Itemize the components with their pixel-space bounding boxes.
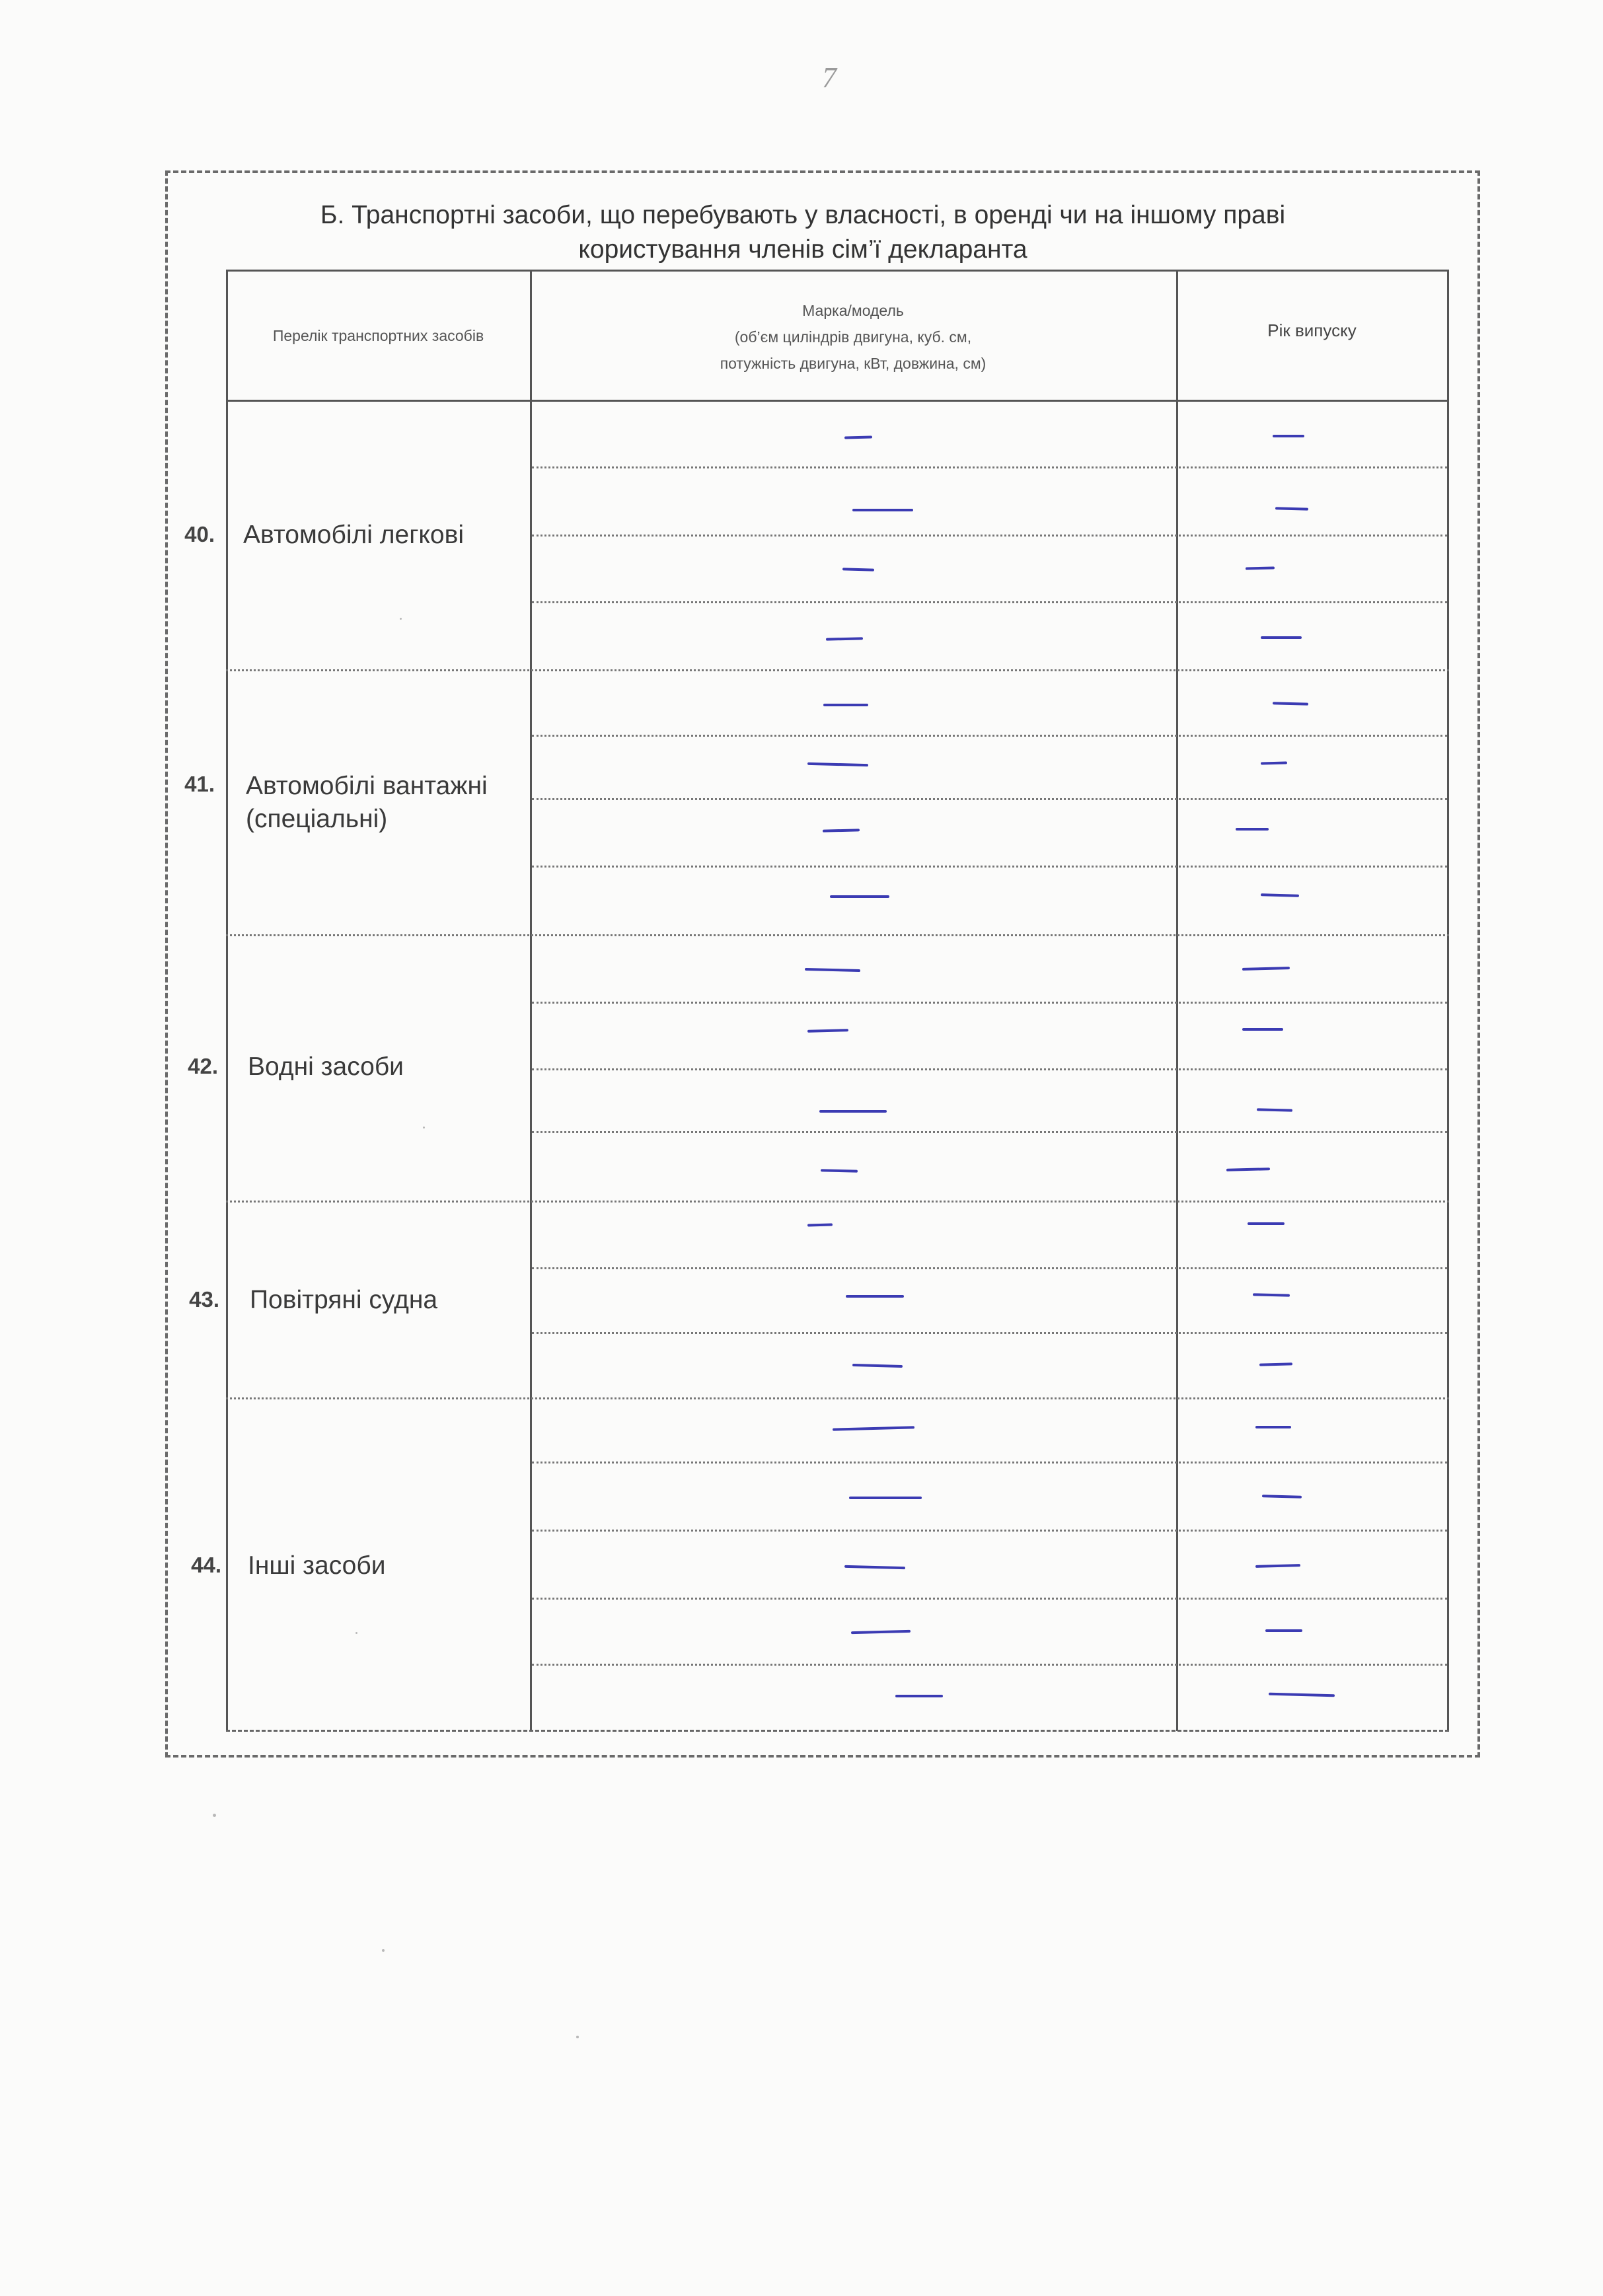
row-separator	[532, 1598, 1447, 1600]
category-44-label-line-1: Інші засоби	[248, 1551, 386, 1580]
model-blank-dash	[830, 895, 889, 898]
section-title	[225, 198, 1381, 267]
header-list-cell	[228, 271, 529, 400]
scan-speck	[576, 2036, 579, 2038]
category-43-label-line-1: Повітряні судна	[250, 1286, 438, 1314]
row-separator	[532, 798, 1447, 800]
header-year-label: Рік випуску	[1267, 320, 1357, 340]
row-separator	[532, 535, 1447, 537]
category-43-number: 43.	[189, 1287, 219, 1312]
scan-speck	[400, 618, 402, 620]
section-title-line-2: користування членів сім’ї декларанта	[578, 235, 1027, 264]
category-40-label-line-1: Автомобілі легкові	[243, 521, 464, 549]
section-title-line-1: Б. Транспортні засоби, що перебувають у власності, в оренді чи на іншому праві	[320, 201, 1286, 229]
model-blank-dash	[895, 1695, 943, 1697]
row-separator	[532, 1462, 1447, 1463]
row-separator	[532, 1131, 1447, 1133]
category-separator-42-43	[226, 1201, 1449, 1203]
category-separator-43-44	[226, 1397, 1449, 1399]
row-separator	[532, 866, 1447, 868]
page-number: 7	[822, 61, 837, 94]
category-40-number: 40.	[184, 522, 215, 546]
model-blank-dash	[852, 509, 913, 511]
header-model-line-2: (об’єм циліндрів двигуна, куб. см,	[734, 328, 972, 346]
category-41-label-line-2: (спеціальні)	[246, 805, 388, 833]
row-separator	[532, 601, 1447, 603]
category-40-label	[243, 519, 464, 552]
table-border-left	[226, 270, 228, 1731]
category-42-label	[248, 1051, 404, 1084]
model-blank-dash	[819, 1110, 887, 1113]
category-42-label-line-1: Водні засоби	[248, 1053, 404, 1081]
year-blank-dash	[1255, 1426, 1291, 1428]
table-divider-model-year	[1176, 270, 1178, 1731]
row-separator	[532, 1332, 1447, 1334]
scan-speck	[213, 1814, 216, 1817]
category-44-number: 44.	[191, 1553, 221, 1577]
table-border-right	[1447, 270, 1449, 1731]
model-blank-dash	[846, 1295, 904, 1298]
row-separator	[532, 1530, 1447, 1532]
year-blank-dash	[1248, 1222, 1285, 1225]
model-blank-dash	[849, 1497, 922, 1499]
category-42-number: 42.	[188, 1054, 218, 1078]
header-year-cell	[1178, 271, 1446, 390]
category-43-label	[250, 1284, 437, 1317]
table-border-bottom	[226, 1730, 1449, 1732]
header-model-line-3: потужність двигуна, кВт, довжина, см)	[720, 355, 987, 372]
scan-speck	[423, 1127, 425, 1129]
row-separator	[532, 466, 1447, 468]
header-model-line-1: Марка/модель	[802, 302, 904, 319]
year-blank-dash	[1261, 636, 1302, 639]
category-41-number: 41.	[184, 772, 215, 796]
table-header-bottom	[226, 400, 1449, 402]
row-separator	[532, 1664, 1447, 1666]
section-frame	[165, 170, 1480, 1758]
table-divider-list-model	[530, 270, 532, 1731]
year-blank-dash	[1273, 435, 1304, 437]
category-separator-41-42	[226, 934, 1449, 936]
category-41-label	[246, 770, 488, 836]
category-44-label	[248, 1549, 385, 1582]
row-separator	[532, 735, 1447, 737]
header-model-cell	[532, 278, 1174, 396]
year-blank-dash	[1236, 828, 1269, 831]
row-separator	[532, 1002, 1447, 1004]
scan-speck	[355, 1632, 357, 1634]
category-41-label-line-1: Автомобілі вантажні	[246, 772, 488, 800]
category-separator-40-41	[226, 669, 1449, 671]
row-separator	[532, 1068, 1447, 1070]
model-blank-dash	[823, 704, 868, 706]
header-list-label: Перелік транспортних засобів	[272, 326, 484, 344]
scan-speck	[382, 1949, 385, 1952]
row-separator	[532, 1267, 1447, 1269]
year-blank-dash	[1242, 1028, 1283, 1031]
year-blank-dash	[1265, 1629, 1302, 1632]
